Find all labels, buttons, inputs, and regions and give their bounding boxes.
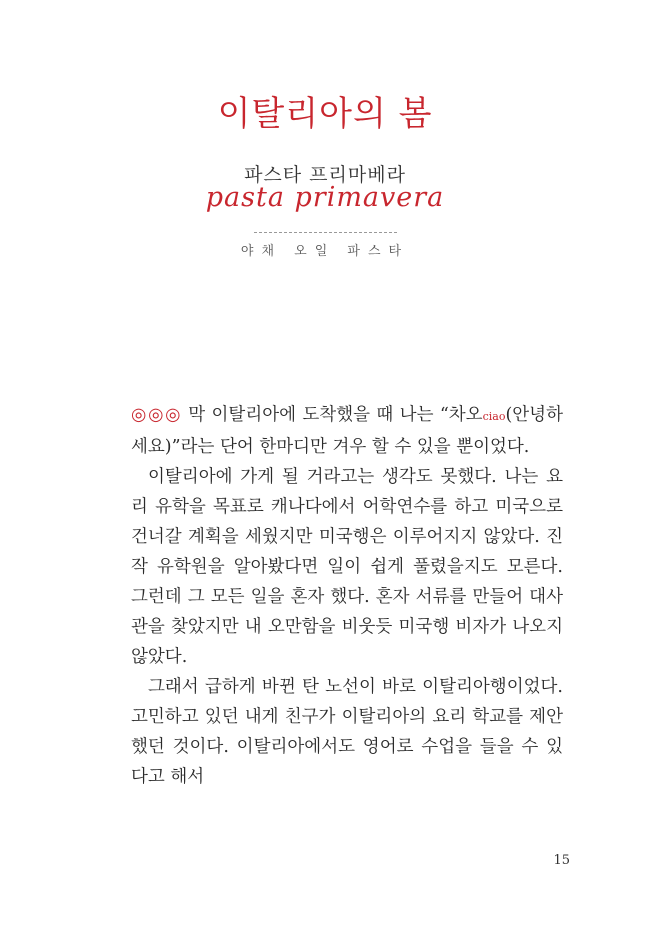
paragraph-1: [131, 400, 563, 462]
section-marker-icon: ◎◎◎: [131, 405, 183, 425]
paragraph-1-text-end: (안녕하세요)”라는 단어 한마디만 겨우 할 수 있을 뿐이었다.: [131, 405, 563, 457]
page-number: 15: [553, 853, 570, 868]
chapter-title: 이탈리아의 봄: [217, 94, 433, 134]
recipe-name-korean: 파스타 프리마베라: [244, 164, 406, 186]
paragraph-2: 이탈리아에 가게 될 거라고는 생각도 못했다. 나는 요리 유학을 목표로 캐나다에서 어학연수를 하고 미국으로 건너갈 계획을 세웠지만 미국행은 이루어지지 않았다. 진작 유학원을 알아봤다면 일이 쉽게 풀렸을지도 모른다. 그런데 그 모든 일을 혼자 했다. 혼자 서류를 만들어 대사관을 찾았지만 내 오만함을 비웃듯 미국행 비자가 나오지 않았다.: [131, 467, 563, 667]
body-text: [131, 400, 563, 792]
recipe-subtitle: 야채 오일 파스타: [240, 244, 410, 259]
paragraph-1-text-start: 막 이탈리아에 도착했을 때 나는 “차오: [188, 405, 483, 425]
ciao-annotation: ciao: [482, 410, 506, 423]
paragraph-3: 그래서 급하게 바뀐 탄 노선이 바로 이탈리아행이었다. 고민하고 있던 내게 친구가 이탈리아의 요리 학교를 제안했던 것이다. 이탈리아에서도 영어로 수업을 들을 수 있다고 해서: [131, 677, 563, 787]
dashed-divider: [254, 232, 397, 233]
recipe-name-italian: pasta primavera: [205, 182, 445, 213]
